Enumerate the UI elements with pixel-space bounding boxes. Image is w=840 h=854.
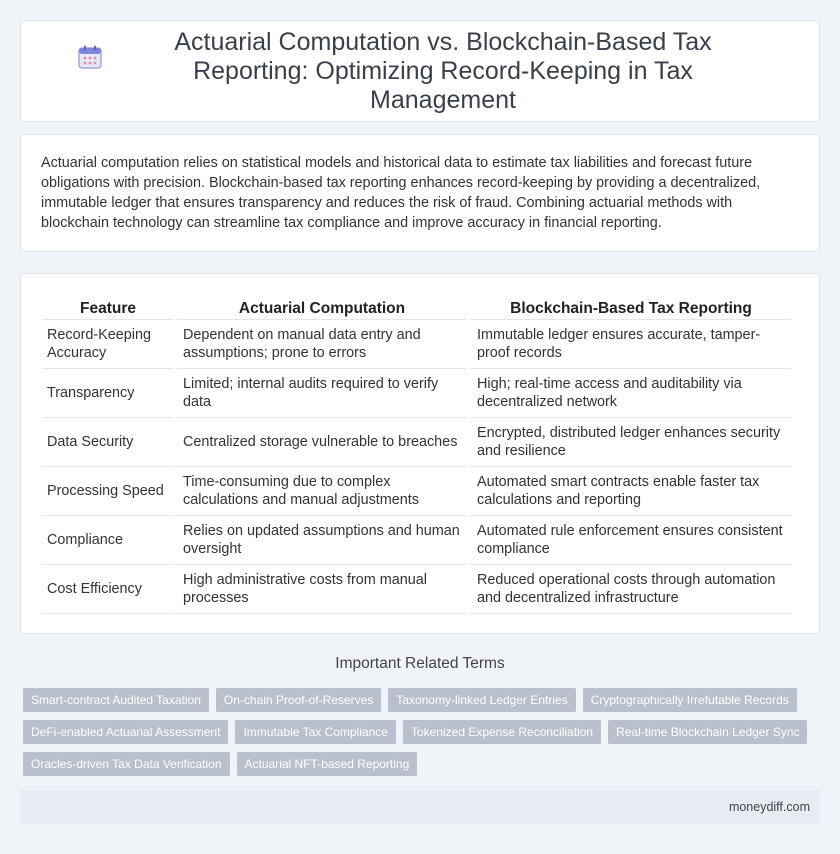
actuarial-cell: Limited; internal audits required to verify data [177, 369, 467, 418]
related-terms-heading: Important Related Terms [335, 655, 505, 672]
feature-cell: Data Security [43, 418, 173, 467]
actuarial-cell: Relies on updated assumptions and human oversight [177, 516, 467, 565]
table-header-row [43, 294, 791, 320]
blockchain-cell: Immutable ledger ensures accurate, tamper-proof records [471, 320, 791, 369]
feature-cell: Cost Efficiency [43, 565, 173, 614]
actuarial-cell: Time-consuming due to complex calculations and manual adjustments [177, 467, 467, 516]
related-term-tag[interactable]: On-chain Proof-of-Reserves [216, 688, 381, 712]
blockchain-cell: Automated smart contracts enable faster tax calculations and reporting [471, 467, 791, 516]
related-term-tag[interactable]: Taxonomy-linked Ledger Entries [388, 688, 575, 712]
title-card [20, 20, 820, 122]
table-row [43, 516, 791, 565]
table-row [43, 320, 791, 369]
related-term-tag[interactable]: Immutable Tax Compliance [235, 720, 396, 744]
feature-cell: Transparency [43, 369, 173, 418]
related-terms-list [23, 688, 823, 784]
calendar-icon [77, 44, 103, 70]
footer-site-link[interactable]: moneydiff.com [728, 800, 810, 814]
intro-paragraph: Actuarial computation relies on statistical models and historical data to estimate tax liabilities and forecast future obligations with precision. Blockchain-based tax reporting enhances record-keeping by providing a decentralized, immutable ledger that ensures transparency and reduces the risk of fraud. Combining actuarial methods with blockchain technology can streamline tax compliance and improve accuracy in financial reporting. [41, 155, 761, 231]
actuarial-cell: Centralized storage vulnerable to breaches [177, 418, 467, 467]
blockchain-cell: Reduced operational costs through automation and decentralized infrastructure [471, 565, 791, 614]
footer [20, 790, 820, 824]
comparison-card [20, 273, 820, 634]
related-term-tag[interactable]: Actuarial NFT-based Reporting [237, 752, 418, 776]
column-header-actuarial: Actuarial Computation [177, 294, 467, 320]
table-row [43, 418, 791, 467]
feature-cell: Compliance [43, 516, 173, 565]
related-term-tag[interactable]: Smart-contract Audited Taxation [23, 688, 209, 712]
feature-cell: Processing Speed [43, 467, 173, 516]
table-row [43, 369, 791, 418]
related-term-tag[interactable]: Cryptographically Irrefutable Records [583, 688, 797, 712]
actuarial-cell: High administrative costs from manual processes [177, 565, 467, 614]
page-title: Actuarial Computation vs. Blockchain-Based Tax Reporting: Optimizing Record-Keeping in Tax Management [174, 27, 712, 114]
table-row [43, 467, 791, 516]
column-header-blockchain: Blockchain-Based Tax Reporting [471, 294, 791, 320]
feature-cell: Record-Keeping Accuracy [43, 320, 173, 369]
comparison-table [39, 294, 795, 614]
blockchain-cell: Encrypted, distributed ledger enhances security and resilience [471, 418, 791, 467]
column-header-feature: Feature [43, 294, 173, 320]
related-term-tag[interactable]: DeFi-enabled Actuarial Assessment [23, 720, 228, 744]
table-row [43, 565, 791, 614]
blockchain-cell: High; real-time access and auditability via decentralized network [471, 369, 791, 418]
related-term-tag[interactable]: Oracles-driven Tax Data Verification [23, 752, 230, 776]
intro-card [20, 134, 820, 252]
related-term-tag[interactable]: Real-time Blockchain Ledger Sync [608, 720, 807, 744]
blockchain-cell: Automated rule enforcement ensures consistent compliance [471, 516, 791, 565]
related-term-tag[interactable]: Tokenized Expense Reconciliation [403, 720, 601, 744]
actuarial-cell: Dependent on manual data entry and assumptions; prone to errors [177, 320, 467, 369]
